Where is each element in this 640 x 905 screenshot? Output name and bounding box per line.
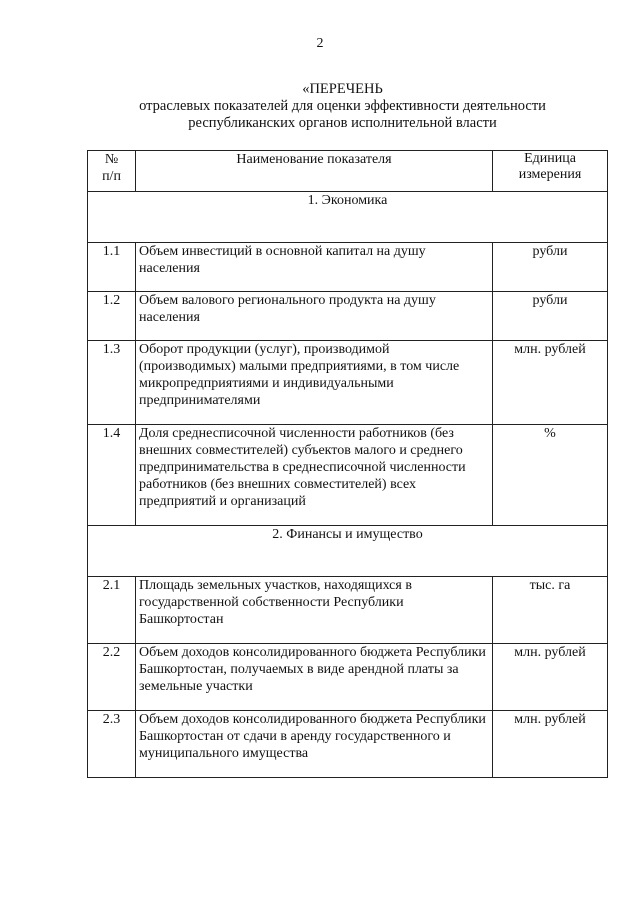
header-unit-line2: измерения <box>518 167 582 182</box>
table-row <box>88 711 608 778</box>
header-unit-line1: Единица <box>524 151 576 166</box>
row-unit: рубли <box>493 243 608 292</box>
row-name: Объем доходов консолидированного бюджета Республики Башкортостан, получаемых в виде арендной платы за земельные участки <box>136 644 493 711</box>
row-num: 1.4 <box>88 425 136 526</box>
header-name: Наименование показателя <box>136 151 493 192</box>
indicators-table <box>87 150 608 778</box>
title-line-2: отраслевых показателей для оценки эффективности деятельности <box>139 98 546 114</box>
header-num-line2: п/п <box>102 169 121 184</box>
section-row-finance <box>88 526 608 577</box>
table-row <box>88 243 608 292</box>
row-name: Оборот продукции (услуг), производимой (производимых) малыми предприятиями, в том числе микропредприятиями и индивидуальными предпринимателями <box>136 341 493 425</box>
page-number: 2 <box>316 36 324 51</box>
row-name: Доля среднесписочной численности работников (без внешних совместителей) субъектов малого и среднего предпринимательства в среднесписочной численности работников (без внешних совместителей) всех предприятий и организаций <box>136 425 493 526</box>
table-row <box>88 577 608 644</box>
row-num: 1.3 <box>88 341 136 425</box>
row-num: 2.1 <box>88 577 136 644</box>
section-row-economy <box>88 192 608 243</box>
row-unit: рубли <box>493 292 608 341</box>
section-title: 2. Финансы и имущество <box>88 526 608 577</box>
row-num: 1.1 <box>88 243 136 292</box>
table-row <box>88 341 608 425</box>
table-row <box>88 292 608 341</box>
title-line-1: «ПЕРЕЧЕНЬ <box>302 81 383 97</box>
row-name: Объем валового регионального продукта на душу населения <box>136 292 493 341</box>
header-num <box>88 151 136 192</box>
title-line-3: республиканских органов исполнительной власти <box>188 115 497 131</box>
row-num: 1.2 <box>88 292 136 341</box>
row-unit: % <box>493 425 608 526</box>
row-unit: млн. рублей <box>493 644 608 711</box>
header-num-line1: № <box>104 152 119 167</box>
row-unit: млн. рублей <box>493 711 608 778</box>
document-title <box>90 81 595 132</box>
row-unit: млн. рублей <box>493 341 608 425</box>
row-num: 2.2 <box>88 644 136 711</box>
header-unit <box>493 151 608 192</box>
section-title: 1. Экономика <box>88 192 608 243</box>
row-unit: тыс. га <box>493 577 608 644</box>
row-name: Площадь земельных участков, находящихся в государственной собственности Республики Башкортостан <box>136 577 493 644</box>
row-name: Объем инвестиций в основной капитал на душу населения <box>136 243 493 292</box>
table-row <box>88 425 608 526</box>
table-header-row <box>88 151 608 192</box>
table-row <box>88 644 608 711</box>
row-name: Объем доходов консолидированного бюджета Республики Башкортостан от сдачи в аренду государственного и муниципального имущества <box>136 711 493 778</box>
row-num: 2.3 <box>88 711 136 778</box>
